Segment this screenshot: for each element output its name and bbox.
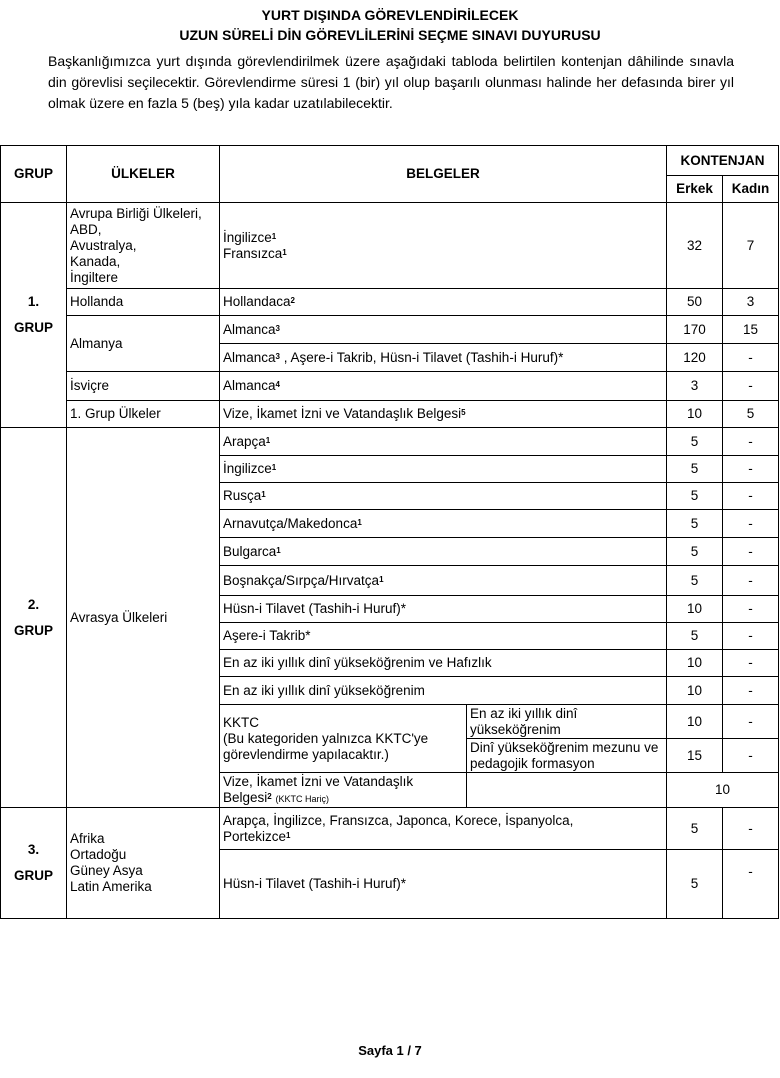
header-ulkeler: ÜLKELER	[67, 146, 220, 203]
kktc-sub-1: En az iki yıllık dinî yükseköğrenim	[467, 705, 667, 739]
doc-cell	[220, 538, 667, 566]
quota-erkek: 5	[667, 623, 723, 650]
quota-erkek: 50	[667, 289, 723, 316]
footnote-ref: 1	[271, 463, 277, 472]
quota-erkek: 10	[667, 401, 723, 428]
doc-languages: Arapça, İngilizce, Fransızca, Japonca, Korece, İspanyolca,	[223, 812, 574, 828]
footnote-ref: 1	[282, 247, 287, 257]
intro-paragraph: Başkanlığımızca yurt dışında görevlendirilmek üzere aşağıdaki tabloda belirtilen kontenjan dâhilinde sınavla din görevlisi seçilecektir. Görevlendirme süresi 1 (bir) yıl olup başarılı olunması halinde her defasında birer yıl olmak üzere en fazla 5 (beş) yıla kadar uzatılabilecektir.	[48, 53, 734, 111]
quota-kadin: -	[723, 677, 779, 705]
doc-cell	[220, 289, 667, 316]
doc-bulgarca: Bulgarca	[223, 543, 277, 559]
footnote-ref: 5	[461, 408, 466, 417]
kktc-note-line-1: (Bu kategoriden yalnızca KKTC'ye	[223, 730, 429, 746]
doc-arapca: Arapça	[223, 433, 266, 449]
doc-asere-i-takrib: Aşere-i Takrib*	[220, 623, 667, 650]
country-ingiltere: İngiltere	[70, 269, 119, 285]
quota-erkek: 170	[667, 316, 723, 344]
footnote-ref: 4	[275, 380, 280, 389]
group-3-countries-cell	[67, 808, 220, 919]
doc-husn-i-tilavet: Hüsn-i Tilavet (Tashih-i Huruf)*	[220, 596, 667, 623]
group-2-word: GRUP	[13, 622, 53, 638]
visa-note: (KKTC Hariç)	[275, 793, 329, 804]
doc-rusca: Rusça	[223, 488, 262, 503]
quota-erkek: 5	[667, 428, 723, 456]
group-1-word: GRUP	[13, 320, 53, 335]
doc-bosnakca: Boşnakça/Sırpça/Hırvatça	[223, 572, 380, 588]
header-belgeler: BELGELER	[220, 146, 667, 203]
quota-total: 10	[667, 773, 779, 808]
doc-arnavutca: Arnavutça/Makedonca	[223, 515, 358, 531]
group-1-label	[1, 203, 67, 428]
doc-almanca: Almanca	[223, 349, 276, 365]
doc-hollandaca: Hollandaca	[223, 294, 291, 309]
header-kontenjan: KONTENJAN	[667, 146, 779, 176]
footnote-ref: 2	[267, 791, 272, 801]
empty-cell	[467, 773, 667, 808]
footnote-ref: 3	[275, 323, 280, 333]
group-1-countries-cell	[67, 203, 220, 289]
doc-almanca: Almanca	[223, 321, 276, 337]
group-1-row-1-docs	[220, 203, 667, 289]
group-3-number: 3.	[27, 842, 40, 857]
footnote-ref: 1	[286, 830, 291, 840]
quota-erkek: 15	[667, 739, 723, 773]
doc-cell	[220, 808, 667, 850]
doc-cell	[220, 401, 667, 428]
country-group-1: 1. Grup Ülkeler	[67, 401, 220, 428]
doc-almanca: Almanca	[223, 378, 276, 393]
doc-vize: Vize, İkamet İzni ve Vatandaşlık Belgesi	[223, 406, 462, 421]
quota-erkek: 5	[667, 483, 723, 510]
quota-kadin: -	[723, 510, 779, 538]
footnote-ref: 1	[276, 545, 281, 555]
doc-ingilizce: İngilizce	[223, 229, 272, 245]
country-kanada: Kanada,	[70, 253, 121, 269]
quota-table	[0, 145, 779, 919]
country-guney-asya: Güney Asya	[70, 863, 143, 878]
quota-kadin: -	[723, 428, 779, 456]
doc-yuksekogrenim: En az iki yıllık dinî yükseköğrenim	[220, 677, 667, 705]
quota-kadin: 3	[723, 289, 779, 316]
quota-erkek: 32	[667, 203, 723, 289]
country-hollanda: Hollanda	[67, 289, 220, 316]
quota-kadin: -	[723, 739, 779, 773]
kktc-note-line-2: görevlendirme yapılacaktır.)	[223, 746, 389, 762]
country-latin-amerika: Latin Amerika	[70, 879, 152, 894]
footnote-ref: 1	[261, 490, 266, 499]
quota-erkek: 10	[667, 705, 723, 739]
quota-erkek: 5	[667, 510, 723, 538]
quota-kadin: -	[723, 538, 779, 566]
footnote-ref: 2	[290, 296, 295, 305]
title-line-2: UZUN SÜRELİ DİN GÖREVLİLERİNİ SEÇME SINAVI DUYURUSU	[179, 27, 601, 43]
quota-kadin: -	[723, 623, 779, 650]
page-number: Sayfa 1 / 7	[358, 1043, 422, 1058]
doc-hafizlik: En az iki yıllık dinî yükseköğrenim ve Hafızlık	[220, 650, 667, 677]
quota-erkek: 10	[667, 650, 723, 677]
doc-kktc	[220, 705, 467, 773]
country-ortadogu: Ortadoğu	[70, 847, 127, 862]
country-avrasya: Avrasya Ülkeleri	[67, 428, 220, 808]
group-3-word: GRUP	[13, 868, 53, 883]
footnote-ref: 3	[275, 351, 280, 361]
country-isvicre: İsviçre	[67, 372, 220, 401]
quota-kadin: -	[723, 650, 779, 677]
quota-erkek: 5	[667, 566, 723, 596]
quota-kadin: -	[723, 344, 779, 372]
doc-cell	[220, 428, 667, 456]
doc-portekizce: Portekizce	[223, 828, 287, 844]
quota-erkek: 5	[667, 456, 723, 483]
quota-erkek: 3	[667, 372, 723, 401]
quota-kadin: -	[723, 705, 779, 739]
quota-kadin: -	[723, 456, 779, 483]
header-kadin: Kadın	[723, 176, 779, 203]
footnote-ref: 1	[379, 574, 384, 584]
group-2-number: 2.	[27, 596, 40, 612]
footnote-ref: 1	[271, 231, 277, 241]
visa-line-1: Vize, İkamet İzni ve Vatandaşlık	[223, 773, 414, 789]
doc-cell	[220, 456, 667, 483]
quota-kadin: 5	[723, 401, 779, 428]
doc-cell	[220, 483, 667, 510]
doc-cell	[220, 372, 667, 401]
quota-erkek: 5	[667, 808, 723, 850]
quota-kadin: -	[723, 808, 779, 850]
doc-ingilizce: İngilizce	[223, 461, 272, 476]
group-1-number: 1.	[27, 294, 40, 309]
country-afrika: Afrika	[70, 831, 105, 846]
header-erkek: Erkek	[667, 176, 723, 203]
header-grup: GRUP	[1, 146, 67, 203]
doc-vize-group-2	[220, 773, 467, 808]
quota-kadin: -	[723, 596, 779, 623]
quota-kadin: 7	[723, 203, 779, 289]
quota-erkek: 5	[667, 850, 723, 919]
kktc-title: KKTC	[223, 714, 260, 730]
country-eu: Avrupa Birliği Ülkeleri,	[70, 205, 202, 221]
doc-almanca-extra: , Aşere-i Takrib, Hüsn-i Tilavet (Tashih-i Huruf)*	[279, 349, 564, 365]
kktc-sub-2: Dinî yükseköğrenim mezunu ve pedagojik formasyon	[467, 739, 667, 773]
doc-cell	[220, 566, 667, 596]
footnote-ref: 1	[357, 517, 362, 527]
quota-erkek: 10	[667, 677, 723, 705]
doc-cell	[220, 316, 667, 344]
country-abd: ABD,	[70, 221, 102, 237]
quota-kadin: -	[723, 566, 779, 596]
quota-kadin: -	[723, 483, 779, 510]
doc-cell	[220, 510, 667, 538]
quota-erkek: 10	[667, 596, 723, 623]
quota-erkek: 5	[667, 538, 723, 566]
doc-husn-i-tilavet: Hüsn-i Tilavet (Tashih-i Huruf)*	[220, 850, 667, 919]
title-line-1: YURT DIŞINDA GÖREVLENDİRİLECEK	[261, 7, 519, 23]
quota-kadin: 15	[723, 316, 779, 344]
footnote-ref: 1	[265, 435, 271, 445]
country-avustralya: Avustralya,	[70, 237, 137, 253]
quota-kadin: -	[723, 372, 779, 401]
doc-fransizca: Fransızca	[223, 245, 283, 261]
group-3-label	[1, 808, 67, 919]
country-almanya: Almanya	[67, 316, 220, 372]
doc-cell	[220, 344, 667, 372]
visa-line-2: Belgesi	[223, 789, 268, 805]
quota-kadin: -	[723, 850, 779, 919]
quota-erkek: 120	[667, 344, 723, 372]
group-2-label	[1, 428, 67, 808]
